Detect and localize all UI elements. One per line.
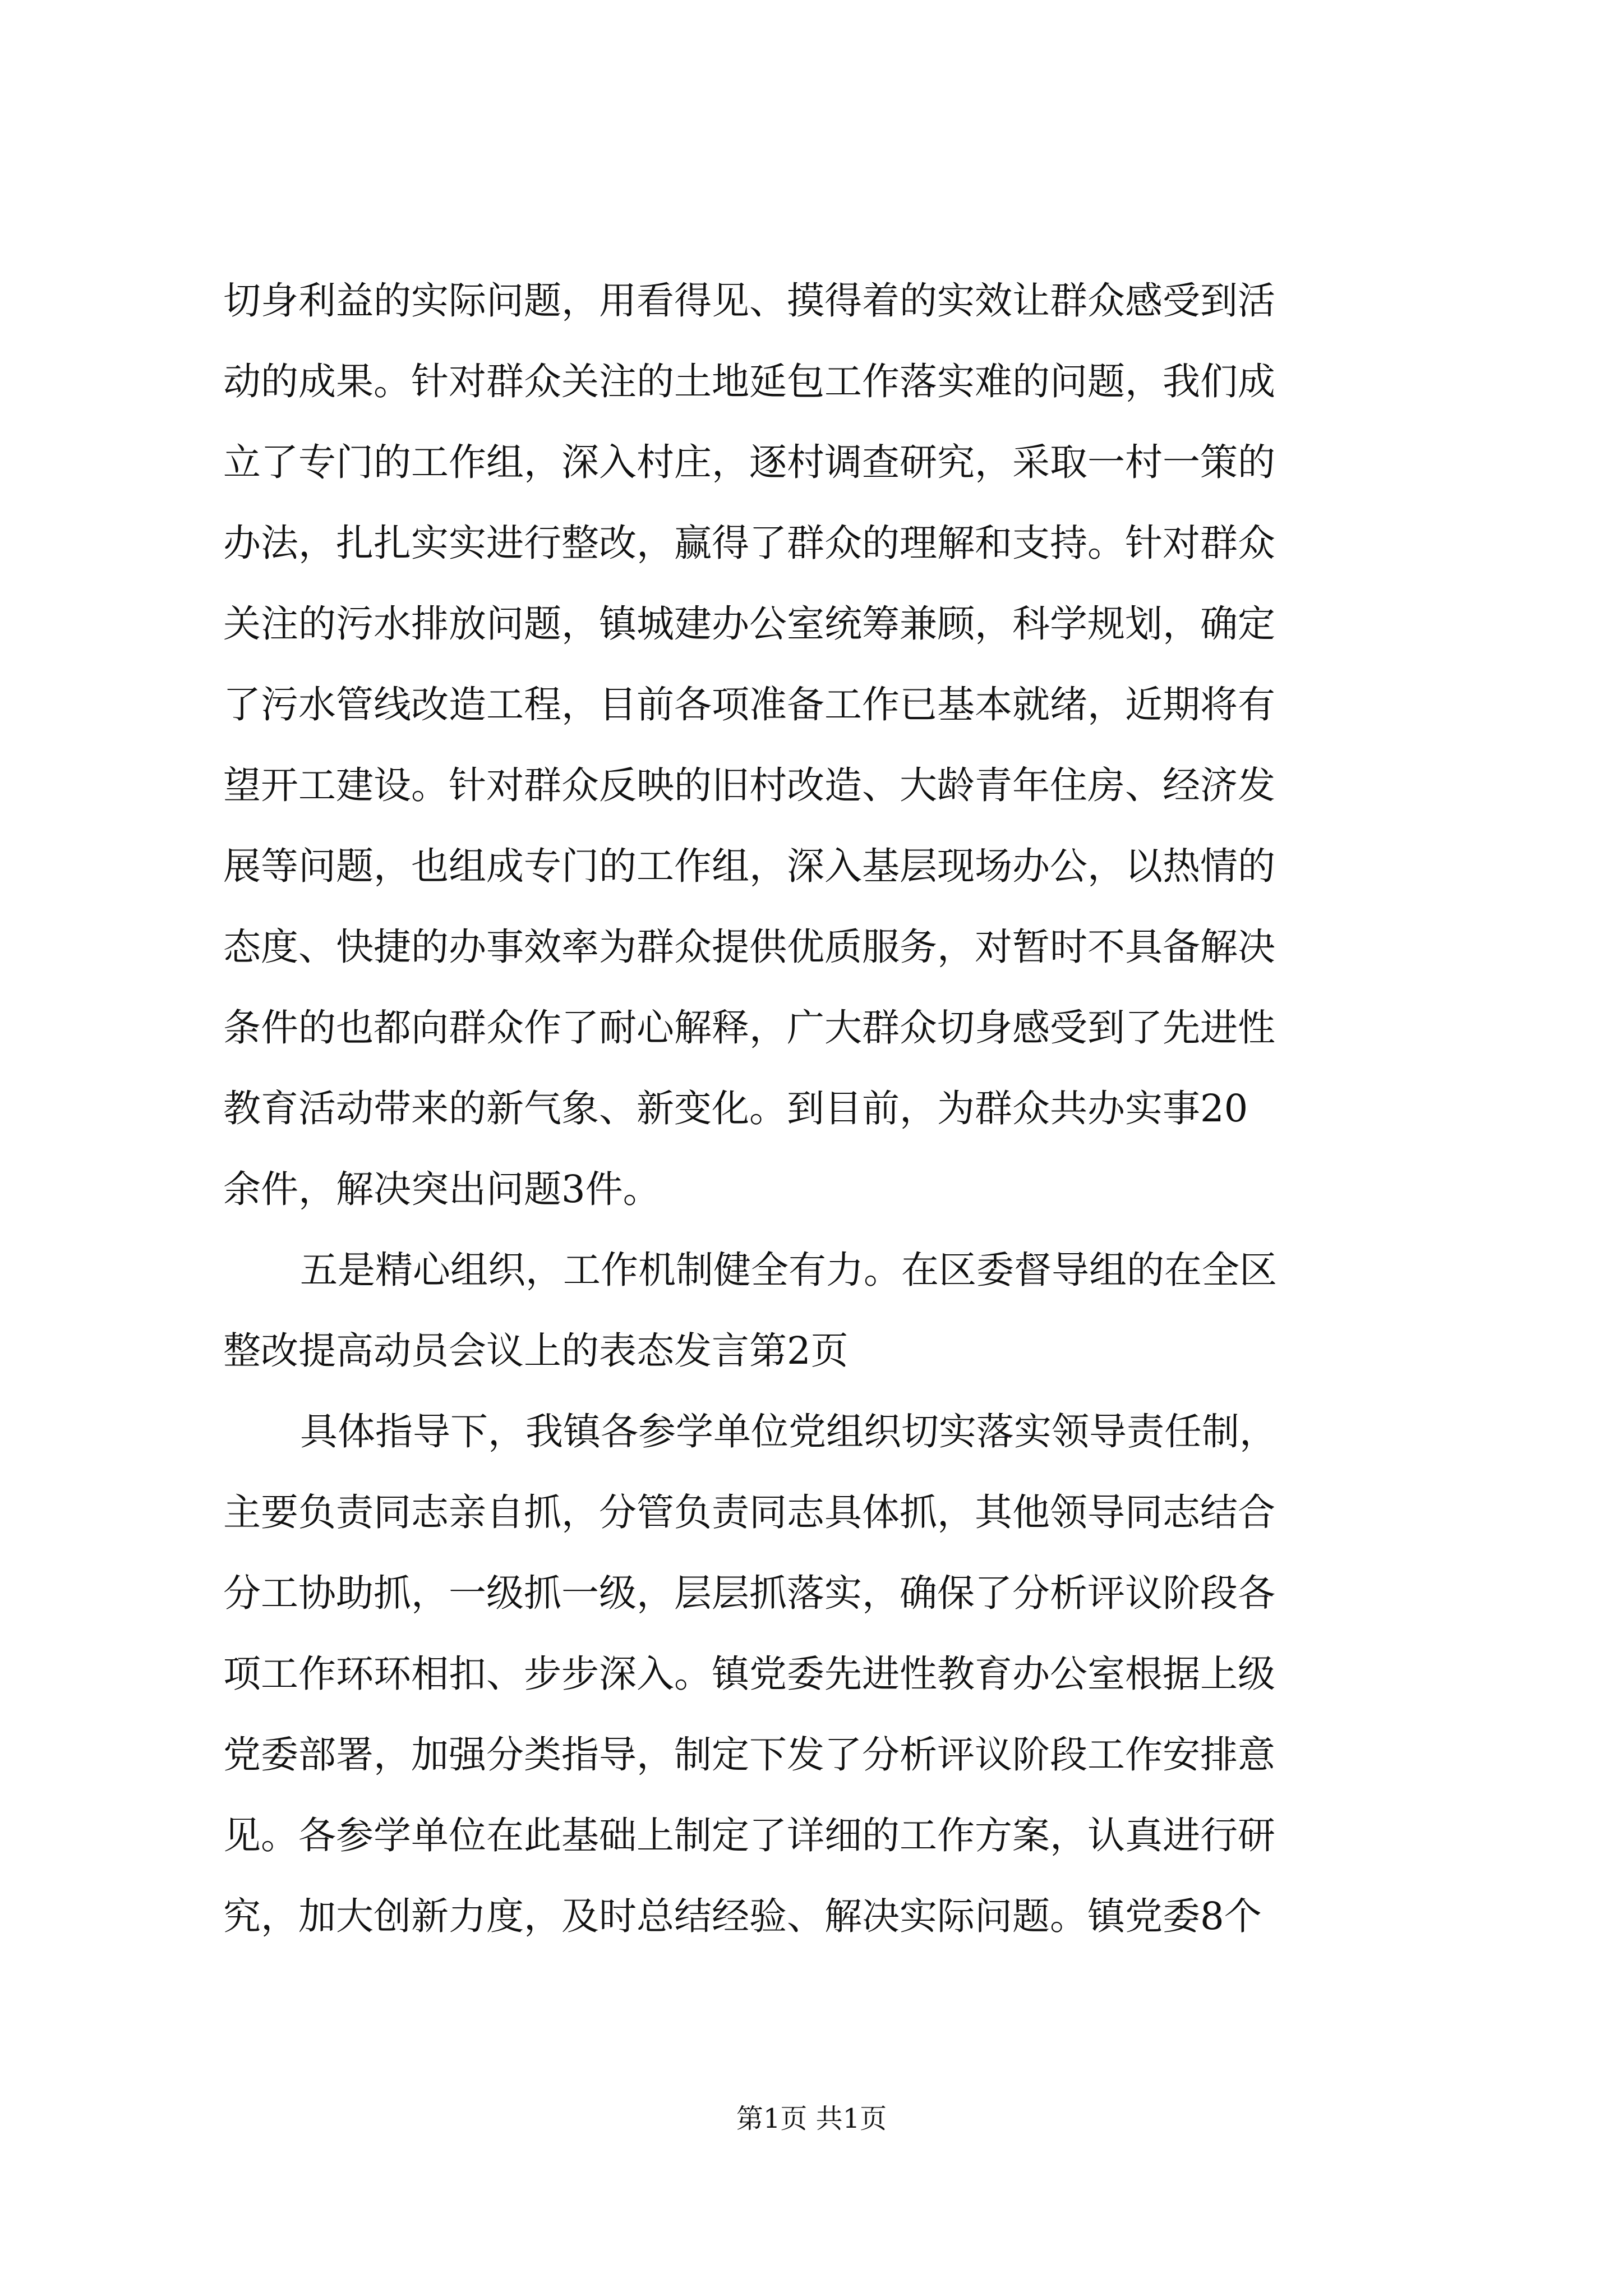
text-line: 究，加大创新力度，及时总结经验、解决实际问题。镇党委8个 — [223, 1894, 1262, 1938]
text-line: 望开工建设。针对群众反映的旧村改造、大龄青年住房、经济发 — [223, 763, 1275, 807]
text-line: 项工作环环相扣、步步深入。镇党委先进性教育办公室根据上级 — [223, 1652, 1275, 1696]
paragraph-first-line: 五是精心组织，工作机制健全有力。在区委督导组的在全区 — [300, 1248, 1277, 1292]
text-line: 展等问题，也组成专门的工作组，深入基层现场办公，以热情的 — [223, 844, 1275, 888]
page-footer: 第1页 共1页 — [736, 2103, 887, 2134]
text-line: 办法，扎扎实实进行整改，赢得了群众的理解和支持。针对群众 — [223, 521, 1275, 565]
text-line: 整改提高动员会议上的表态发言第2页 — [223, 1329, 849, 1373]
text-line: 余件，解决突出问题3件。 — [223, 1167, 661, 1211]
text-line: 主要负责同志亲自抓，分管负责同志具体抓，其他领导同志结合 — [223, 1490, 1275, 1534]
text-line: 切身利益的实际问题，用看得见、摸得着的实效让群众感受到活 — [223, 279, 1275, 323]
text-line: 了污水管线改造工程，目前各项准备工作已基本就绪，近期将有 — [223, 683, 1275, 726]
text-line: 立了专门的工作组，深入村庄，逐村调查研究，采取一村一策的 — [223, 440, 1275, 484]
text-line: 见。各参学单位在此基础上制定了详细的工作方案，认真进行研 — [223, 1814, 1275, 1857]
text-line: 动的成果。针对群众关注的土地延包工作落实难的问题，我们成 — [223, 360, 1275, 403]
text-line: 党委部署，加强分类指导，制定下发了分析评议阶段工作安排意 — [223, 1733, 1275, 1777]
text-line: 教育活动带来的新气象、新变化。到目前，为群众共办实事20 — [223, 1087, 1248, 1130]
text-line: 条件的也都向群众作了耐心解释，广大群众切身感受到了先进性 — [223, 1006, 1275, 1050]
paragraph-first-line: 具体指导下，我镇各参学单位党组织切实落实领导责任制， — [300, 1410, 1277, 1453]
text-line: 关注的污水排放问题，镇城建办公室统筹兼顾，科学规划，确定 — [223, 602, 1275, 646]
text-line: 态度、快捷的办事效率为群众提供优质服务，对暂时不具备解决 — [223, 925, 1275, 969]
text-line: 分工协助抓，一级抓一级，层层抓落实，确保了分析评议阶段各 — [223, 1571, 1275, 1615]
